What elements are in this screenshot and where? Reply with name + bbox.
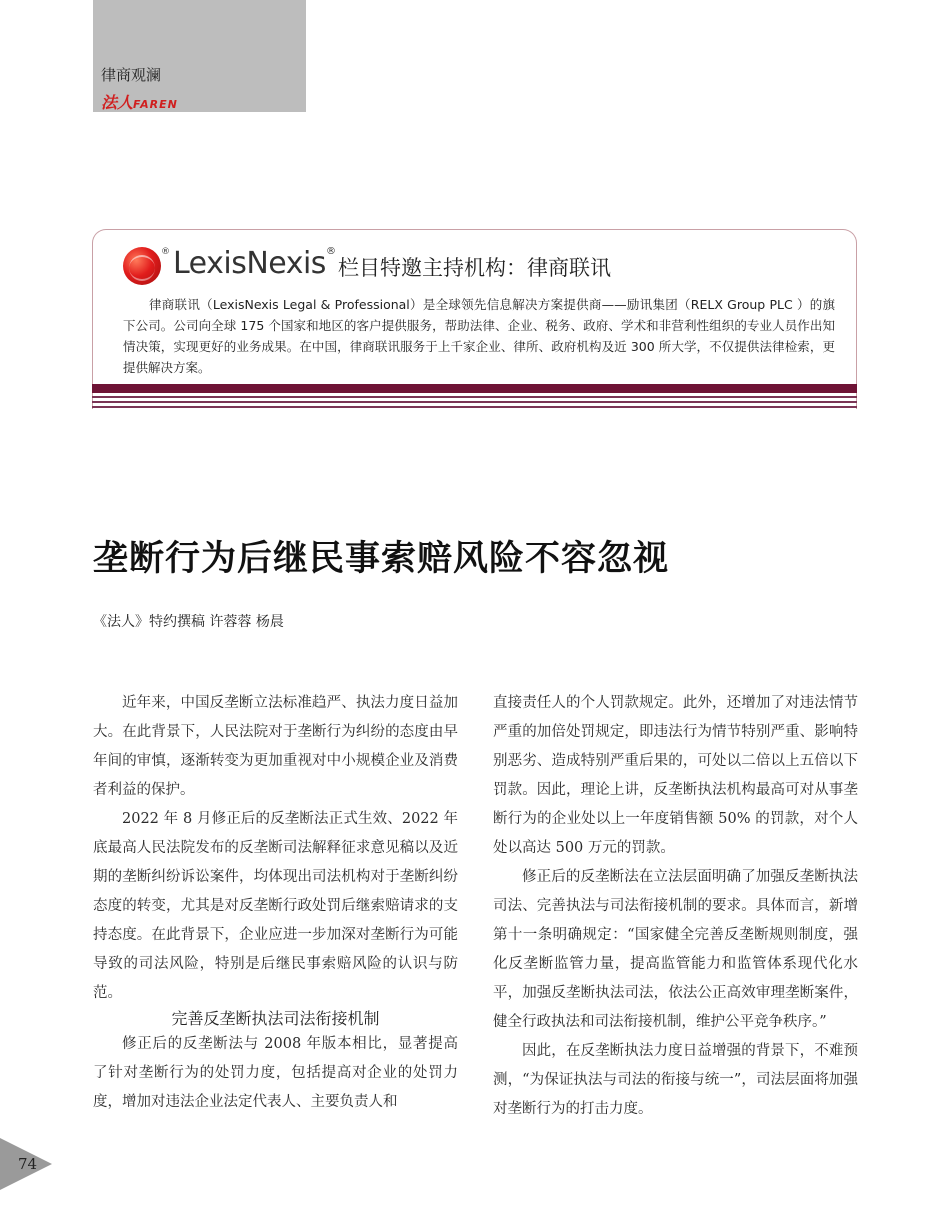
paragraph: 近年来，中国反垄断立法标准趋严、执法力度日益加大。在此背景下，人民法院对于垄断行为纠纷的态度由早年间的审慎，逐渐转变为更加重视对中小规模企业及消费者利益的保护。 bbox=[93, 695, 458, 798]
article-byline: 《法人》特约撰稿 许蓉蓉 杨晨 bbox=[93, 614, 284, 630]
sponsor-description: 律商联讯（LexisNexis Legal & Professional）是全球领先信息解决方案提供商——励讯集团（RELX Group PLC ）的旗下公司。公司向全球 175 个国家和地区的客户提供服务，帮助法律、企业、税务、政府、学术和非营利性组织的专业人员作出知情决策，实现更好的业务成果。在中国，律商联讯服务于上千家企业、律所、政府机构及近 300 所大学，不仅提供法律检索，更提供解决方案。 bbox=[123, 297, 835, 375]
section-name: 律商观澜 bbox=[101, 66, 162, 84]
brand-cn: 法人 bbox=[101, 93, 134, 112]
section-subheading: 完善反垄断执法司法衔接机制 bbox=[171, 1009, 380, 1028]
divider-line bbox=[92, 401, 857, 403]
divider-line bbox=[92, 406, 857, 408]
divider-line bbox=[92, 396, 857, 398]
section-header-block bbox=[93, 0, 306, 112]
paragraph: 修正后的反垄断法在立法层面明确了加强反垄断执法司法、完善执法与司法衔接机制的要求。具体而言，新增第十一条明确规定：“国家健全完善反垄断规则制度，强化反垄断监管力量，提高监管能力和监管体系现代化水平，加强反垄断执法司法，依法公正高效审理垄断案件，健全行政执法和司法衔接机制，维护公平竞争秩序。” bbox=[493, 869, 858, 1030]
lexisnexis-logo-text: LexisNexis bbox=[173, 246, 326, 281]
faren-logo bbox=[101, 90, 178, 113]
sponsor-box bbox=[92, 229, 857, 409]
lexisnexis-wordmark bbox=[173, 246, 335, 281]
paragraph: 修正后的反垄断法与 2008 年版本相比，显著提高了针对垄断行为的处罚力度，包括提高对企业的处罚力度，增加对违法企业法定代表人、主要负责人和 bbox=[93, 1036, 458, 1110]
article-title: 垄断行为后继民事索赔风险不容忽视 bbox=[93, 539, 670, 579]
lexisnexis-logo-icon bbox=[123, 247, 161, 285]
logo-registered-mark: ® bbox=[161, 247, 170, 257]
paragraph: 直接责任人的个人罚款规定。此外，还增加了对违法情节严重的加倍处罚规定，即违法行为情节特别严重、影响特别恶劣、造成特别严重后果的，可处以二倍以上五倍以下罚款。因此，理论上讲，反垄断执法机构最高可对从事垄断行为的企业处以上一年度销售额 50% 的罚款，对个人处以高达 500 万元的罚款。 bbox=[493, 695, 858, 856]
page-number: 74 bbox=[18, 1155, 38, 1173]
brand-en: FAREN bbox=[133, 98, 178, 111]
paragraph: 因此，在反垄断执法力度日益增强的背景下，不难预测，“为保证执法与司法的衔接与统一”，司法层面将加强对垄断行为的打击力度。 bbox=[493, 1043, 858, 1117]
divider-stripe bbox=[92, 384, 857, 393]
sponsor-title: 栏目特邀主持机构：律商联讯 bbox=[338, 256, 611, 280]
paragraph: 2022 年 8 月修正后的反垄断法正式生效、2022 年底最高人民法院发布的反垄断司法解释征求意见稿以及近期的垄断纠纷诉讼案件，均体现出司法机构对于垄断纠纷态度的转变，尤其是对反垄断行政处罚后继索赔请求的支持态度。在此背景下，企业应进一步加深对垄断行为可能导致的司法风险，特别是后继民事索赔风险的认识与防范。 bbox=[93, 811, 458, 1001]
logo-trademark: ® bbox=[325, 246, 336, 257]
article-column-right bbox=[493, 689, 858, 1124]
article-column-left bbox=[93, 689, 458, 1117]
